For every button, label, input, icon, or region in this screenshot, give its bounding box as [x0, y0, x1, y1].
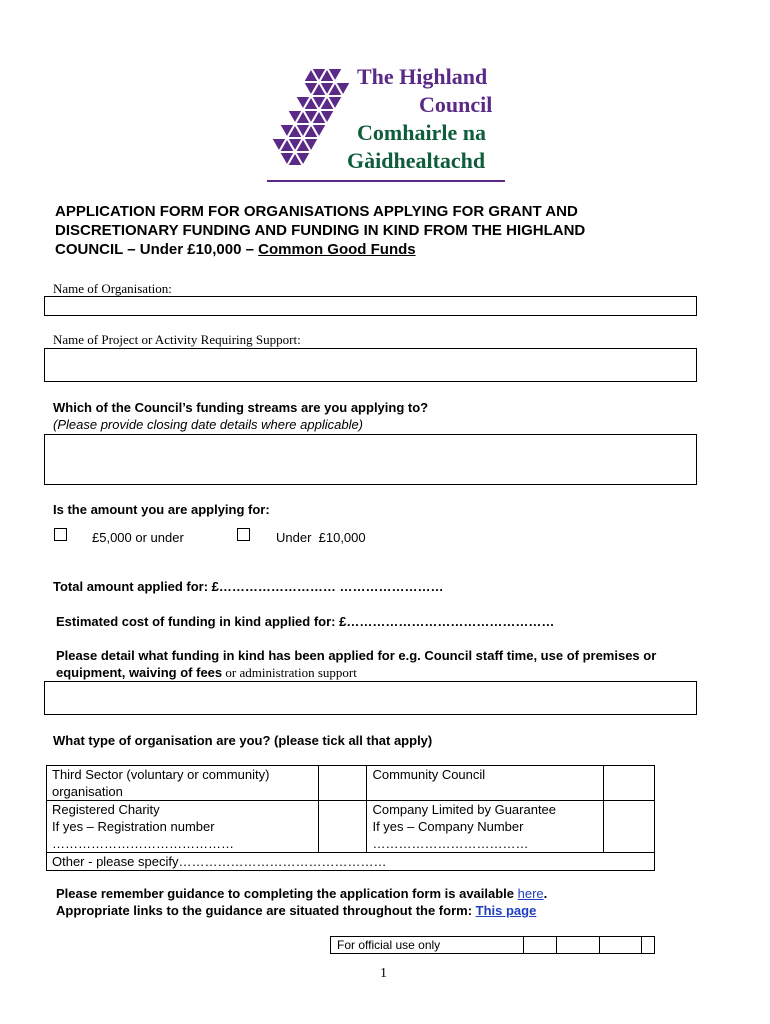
company-cell	[367, 801, 604, 853]
table-row	[47, 853, 655, 871]
guidance-period: .	[543, 886, 548, 901]
third-sector-text-2: organisation	[52, 784, 123, 799]
guidance-here-link[interactable]: here	[517, 886, 544, 901]
community-council-tick[interactable]	[604, 766, 655, 801]
org-name-field[interactable]	[44, 296, 697, 316]
org-name-label: Name of Organisation:	[53, 281, 172, 296]
table-row	[47, 766, 655, 801]
project-name-label: Name of Project or Activity Requiring Support:	[53, 332, 301, 347]
funding-streams-field[interactable]	[44, 434, 697, 485]
logo-line-3: Comhairle na	[357, 120, 486, 145]
funding-streams-question: Which of the Council’s funding streams are you applying to?	[53, 400, 429, 415]
official-use-cell-3	[600, 937, 642, 954]
official-use-cell-4	[642, 937, 655, 954]
logo-line-2: Council	[419, 92, 493, 117]
amount-question: Is the amount you are applying for:	[53, 502, 270, 517]
funding-in-kind-detail	[56, 647, 696, 681]
logo-line-4: Gàidhealtachd	[347, 148, 486, 173]
estimated-cost-line[interactable]: Estimated cost of funding in kind applied for: £…………………………………………	[56, 614, 555, 629]
company-tick[interactable]	[604, 801, 655, 853]
org-type-table	[46, 765, 655, 871]
charity-text: Registered Charity	[52, 802, 160, 817]
detail-bold-text: Please detail what funding in kind has been applied for e.g. Council staff time, use of premises or equipment, waiving of fees	[56, 648, 657, 680]
official-use-cell-2	[556, 937, 600, 954]
other-cell[interactable]	[47, 853, 655, 871]
guidance-line-1	[56, 886, 547, 901]
option-5000-label: £5,000 or under	[92, 530, 184, 545]
community-council-text: Community Council	[372, 767, 486, 782]
official-use-table	[330, 936, 655, 954]
funding-in-kind-field[interactable]	[44, 681, 697, 715]
option-10000-label: Under £10,000	[276, 530, 366, 545]
title-line-3	[55, 240, 715, 259]
triangle-logo-mark	[265, 64, 357, 176]
company-number-field[interactable]: ………………………………	[372, 836, 529, 851]
charity-registration-field[interactable]: ……………………………………	[52, 836, 234, 851]
guidance-text-1: Please remember guidance to completing the application form is available	[56, 886, 518, 901]
guidance-text-2: Appropriate links to the guidance are situated throughout the form:	[56, 903, 476, 918]
third-sector-cell	[47, 766, 319, 801]
third-sector-text: Third Sector (voluntary or community)	[52, 767, 270, 782]
community-council-cell	[367, 766, 604, 801]
charity-cell	[47, 801, 319, 853]
page-number: 1	[380, 966, 387, 981]
charity-registration-text: If yes – Registration number	[52, 819, 215, 834]
official-use-label: For official use only	[331, 937, 524, 954]
other-specify-text: Other - please specify…………………………………………	[52, 854, 387, 869]
company-number-text: If yes – Company Number	[372, 819, 524, 834]
logo-line-1: The Highland	[357, 64, 488, 89]
title-line-3-prefix: COUNCIL – Under £10,000 –	[55, 241, 259, 258]
option-5000-checkbox[interactable]	[54, 528, 67, 541]
option-10000-checkbox[interactable]	[237, 528, 250, 541]
third-sector-tick[interactable]	[318, 766, 367, 801]
org-type-question: What type of organisation are you? (please tick all that apply)	[53, 733, 433, 748]
logo-underline	[267, 180, 505, 182]
detail-normal-text: or administration support	[222, 665, 357, 680]
project-name-field[interactable]	[44, 348, 697, 382]
company-text: Company Limited by Guarantee	[372, 802, 557, 817]
official-use-cell-1	[523, 937, 556, 954]
table-row	[47, 801, 655, 853]
funding-streams-hint: (Please provide closing date details where applicable)	[53, 417, 364, 432]
table-row	[331, 937, 655, 954]
guidance-line-2	[56, 903, 536, 918]
title-line-1: APPLICATION FORM FOR ORGANISATIONS APPLYING FOR GRANT AND	[55, 203, 578, 220]
form-title	[55, 202, 715, 259]
title-line-2: DISCRETIONARY FUNDING AND FUNDING IN KIND FROM THE HIGHLAND	[55, 222, 586, 239]
title-common-good-funds: Common Good Funds	[258, 241, 416, 258]
this-page-link[interactable]: This page	[475, 903, 537, 918]
council-logo	[265, 64, 515, 186]
charity-tick[interactable]	[318, 801, 367, 853]
total-amount-line[interactable]: Total amount applied for: £……………………… ……………………	[53, 579, 444, 594]
